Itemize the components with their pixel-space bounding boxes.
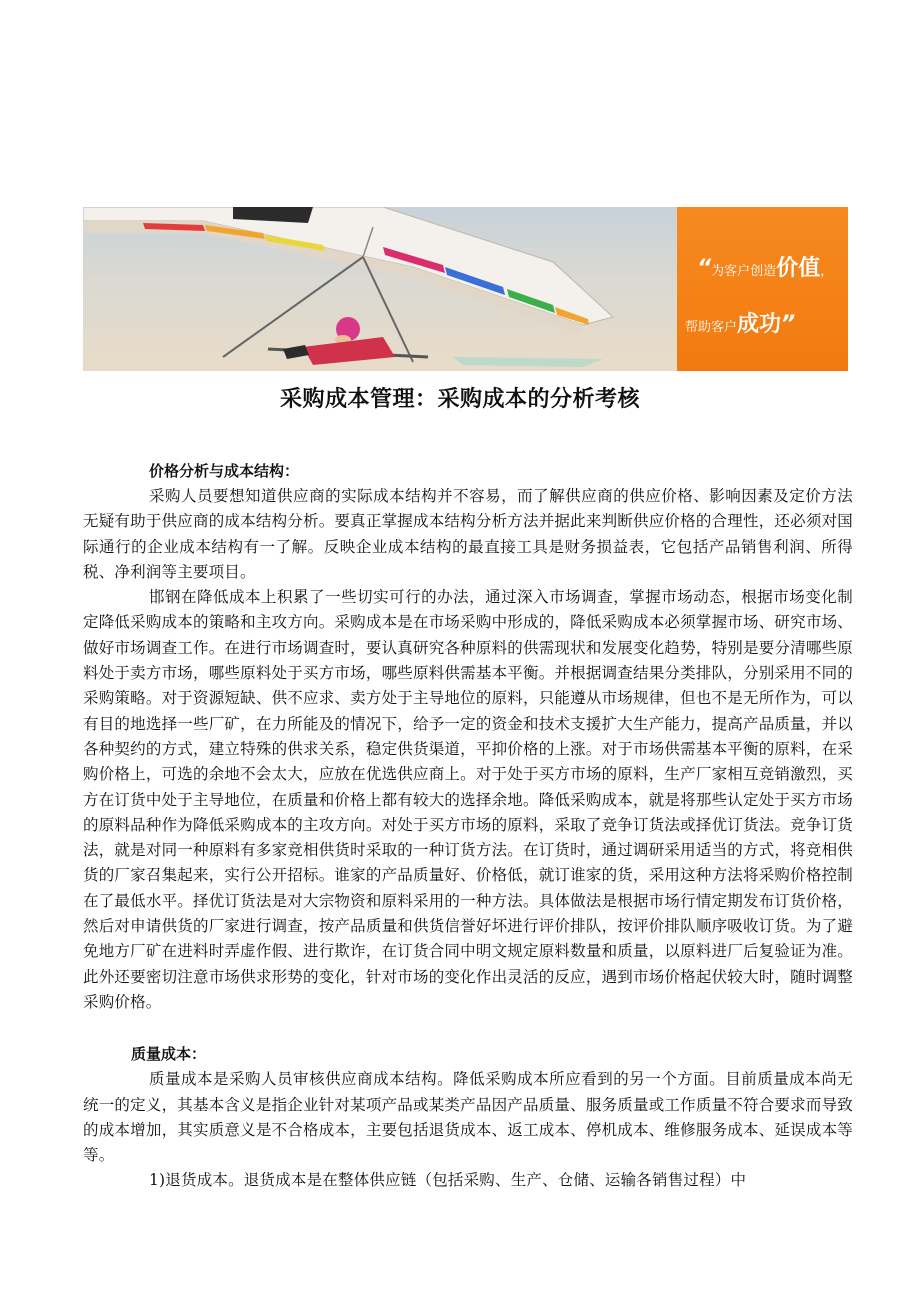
slogan-line-1-small: 为客户创造 [711, 264, 777, 279]
document-body [83, 458, 853, 1194]
hang-glider-photo [83, 207, 677, 371]
paragraph: 1)退货成本。退货成本是在整体供应链（包括采购、生产、仓储、运输各销售过程）中 [149, 1171, 747, 1190]
hang-glider-illustration [83, 207, 677, 371]
slogan-line-2-small: 帮助客户 [685, 320, 738, 335]
section-heading-price-analysis: 价格分析与成本结构： [149, 462, 300, 480]
paragraph: 采购人员要想知道供应商的实际成本结构并不容易，而了解供应商的供应价格、影响因素及定价方法无疑有助于供应商的成本结构分析。要真正掌握成本结构分析方法并据此来判断供应价格的合理性，还必须对国际通行的企业成本结构有一了解。反映企业成本结构的最直接工具是财务损益表，它包括产品销售利润、所得税、净利润等主要项目。 [83, 487, 853, 581]
paragraph: 质量成本是采购人员审核供应商成本结构。降低采购成本所应看到的另一个方面。目前质量成本尚无统一的定义，其基本含义是指企业针对某项产品或某类产品因产品质量、服务质量或工作质量不符合要求而导致的成本增加，其实质意义是不合格成本，主要包括退货成本、返工成本、停机成本、维修服务成本、延误成本等等。 [83, 1070, 853, 1165]
document-title: 采购成本管理：采购成本的分析考核 [279, 386, 640, 412]
section-heading-quality-cost: 质量成本： [131, 1045, 207, 1064]
slogan-line-1-big: 价值 [776, 256, 821, 281]
slogan-line-1 [697, 251, 833, 282]
slogan-panel [677, 207, 848, 371]
open-quote: “ [697, 256, 712, 281]
slogan-line-2 [685, 307, 795, 338]
slogan-line-2-big: 成功 [737, 312, 782, 337]
paragraph: 邯钢在降低成本上积累了一些切实可行的办法，通过深入市场调查，掌握市场动态，根据市场变化制定降低采购成本的策略和主攻方向。采购成本是在市场采购中形成的，降低采购成本必须掌握市场、研究市场、做好市场调查工作。在进行市场调查时，要认真研究各种原料的供需现状和发展变化趋势，特别是要分清哪些原料处于卖方市场，哪些原料处于买方市场，哪些原料供需基本平衡。并根据调查结果分类排队，分别采用不同的采购策略。对于资源短缺、供不应求、卖方处于主导地位的原料，只能遵从市场规律，但也不是无所作为，可以有目的地选择一些厂矿，在力所能及的情况下，给予一定的资金和技术支援扩大生产能力，提高产品质量，并以各种契约的方式，建立特殊的供求关系，稳定供货渠道，平抑价格的上涨。对于市场供需基本平衡的原料，在采购价格上，可选的余地不会太大，应放在优选供应商上。对于处于买方市场的原料，生产厂家相互竞销激烈，买方在订货中处于主导地位，在质量和价格上都有较大的选择余地。降低采购成本，就是将那些认定处于买方市场的原料品种作为降低采购成本的主攻方向。对处于买方市场的原料，采取了竞争订货法或择优订货法。竞争订货法，就是对同一种原料有多家竞相供货时采取的一种订货方法。在订货时，通过调研采用适当的方式，将竞相供货的厂家召集起来，实行公开招标。谁家的产品质量好、价格低，就订谁家的货，采用这种方法将采购价格控制在了最低水平。择优订货法是对大宗物资和原料采用的一种方法。具体做法是根据市场行情定期发布订货价格，然后对申请供货的厂家进行调查，按产品质量和供货信誉好坏进行评价排队，按评价排队顺序吸收订货。为了避免地方厂矿在进料时弄虚作假、进行欺诈，在订货合同中明文规定原料数量和质量，以原料进厂后复验证为准。此外还要密切注意市场供求形势的变化，针对市场的变化作出灵活的反应，遇到市场价格起伏较大时，随时调整采购价格。 [83, 588, 853, 1011]
slogan-comma: ， [820, 264, 834, 279]
close-quote: ” [781, 312, 796, 337]
header-banner [83, 207, 848, 371]
